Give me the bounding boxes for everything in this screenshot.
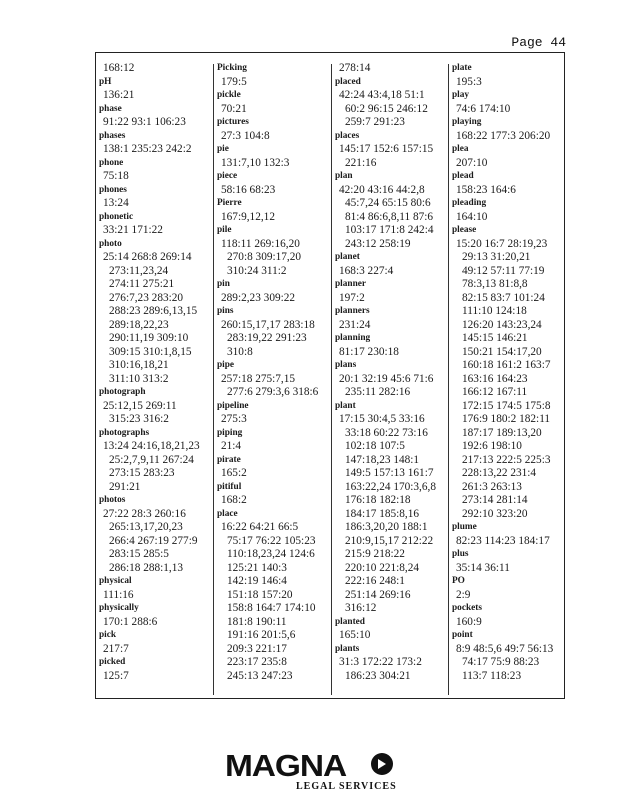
logo-subtitle: LEGAL SERVICES [296, 781, 397, 792]
page-line-reference: 283:15 285:5 [109, 548, 169, 560]
page-line-reference: 42:24 43:4,18 51:1 [339, 89, 425, 101]
page-line-reference: 163:22,24 170:3,6,8 [345, 480, 437, 493]
page-line-reference: 289:2,23 309:22 [221, 291, 296, 304]
index-entry [99, 386, 212, 427]
page-line-reference: 274:11 275:21 [109, 278, 175, 290]
index-term: plans [335, 360, 357, 370]
index-entry [217, 89, 330, 116]
index-entry [99, 656, 212, 683]
page-line-reference: 266:4 267:19 277:9 [109, 534, 198, 547]
page-line-reference: 151:18 157:20 [227, 588, 293, 601]
index-term: pipe [217, 360, 235, 370]
index-entry [335, 278, 448, 305]
index-entry [99, 602, 212, 629]
index-entry [452, 170, 565, 197]
page-line-reference: 278:14 [339, 62, 371, 74]
page-line-reference: 222:16 248:1 [345, 575, 405, 587]
page-line-reference: 187:17 189:13,20 [462, 426, 542, 439]
index-entry [99, 211, 212, 238]
index-term: photographs [99, 427, 150, 438]
page-line-reference: 276:7,23 283:20 [109, 291, 184, 304]
page-line-reference: 45:7,24 65:15 80:6 [345, 197, 431, 209]
page-line-reference: 273:14 281:14 [462, 494, 528, 506]
page-line-reference: 82:23 114:23 184:17 [456, 534, 550, 547]
page-line-reference: 13:24 24:16,18,21,23 [103, 440, 200, 452]
index-term: pile [217, 225, 232, 235]
index-entry [217, 170, 330, 197]
page-line-reference: 158:23 164:6 [456, 183, 516, 196]
index-term: places [335, 130, 360, 141]
index-term: pipeline [217, 400, 249, 411]
index-term: plead [452, 171, 474, 181]
index-term: PO [452, 576, 465, 586]
page-line-reference: 289:18,22,23 [109, 318, 169, 331]
page-line-reference: 176:9 180:2 182:11 [462, 413, 551, 425]
index-entry [452, 521, 565, 548]
column-divider [331, 64, 332, 695]
column-divider [448, 64, 449, 695]
page-line-reference: 277:6 279:3,6 318:6 [227, 386, 319, 398]
index-entry [217, 454, 330, 481]
page-line-reference: 125:21 140:3 [227, 561, 287, 574]
page-line-reference: 186:23 304:21 [345, 669, 411, 682]
index-entry [99, 575, 212, 602]
index-entry [217, 400, 330, 427]
page-line-reference: 60:2 96:15 246:12 [345, 102, 428, 115]
page-line-reference: 149:5 157:13 161:7 [345, 467, 434, 479]
page-line-reference: 82:15 83:7 101:24 [462, 291, 545, 304]
page-line-reference: 176:18 182:18 [345, 494, 411, 506]
page-line-reference: 75:18 [103, 170, 129, 182]
index-term: pie [217, 144, 229, 154]
page-line-reference: 210:9,15,17 212:22 [345, 534, 434, 547]
index-term: pirate [217, 454, 241, 465]
page-line-reference: 251:14 269:16 [345, 588, 411, 601]
page-line-reference: 273:11,23,24 [109, 264, 169, 277]
page-line-reference: 184:17 185:8,16 [345, 507, 420, 520]
page-line-reference: 197:2 [339, 291, 365, 304]
page-line-reference: 195:3 [456, 75, 482, 88]
page-line-reference: 74:17 75:9 88:23 [462, 656, 540, 668]
page-line-reference: 316:12 [345, 602, 377, 614]
index-term: piping [217, 427, 243, 438]
arrow-circle-icon [371, 753, 393, 775]
page-line-reference: 21:4 [221, 440, 242, 452]
page-line-reference: 81:4 86:6,8,11 87:6 [345, 210, 434, 223]
page-line-reference: 228:13,22 231:4 [462, 467, 537, 479]
page-line-reference: 42:20 43:16 44:2,8 [339, 183, 425, 196]
index-entry [335, 616, 448, 643]
index-column-3 [335, 62, 448, 694]
index-entry [99, 130, 212, 157]
page-line-reference: 111:10 124:18 [462, 305, 527, 317]
page-line-reference: 25:14 268:8 269:14 [103, 251, 192, 263]
index-term: photos [99, 495, 126, 505]
index-term: pickle [217, 90, 241, 100]
page-line-reference: 235:11 282:16 [345, 386, 411, 398]
page-line-reference: 209:3 221:17 [227, 642, 287, 655]
page-line-reference: 245:13 247:23 [227, 669, 293, 682]
index-entry [217, 427, 330, 454]
page-line-reference: 191:16 201:5,6 [227, 629, 296, 641]
index-term: phone [99, 157, 124, 168]
index-term: physically [99, 603, 139, 613]
page-line-reference: 25:2,7,9,11 267:24 [109, 453, 194, 466]
index-entry [452, 197, 565, 224]
index-entry [217, 278, 330, 305]
page-line-reference: 270:8 309:17,20 [227, 251, 302, 263]
page-line-reference: 27:3 104:8 [221, 129, 270, 142]
index-term: plus [452, 549, 469, 559]
index-term: planner [335, 279, 366, 289]
index-column-4 [452, 62, 565, 694]
page-line-reference: 164:10 [456, 210, 488, 223]
page-line-reference: 283:19,22 291:23 [227, 332, 307, 344]
page-line-reference: 310:8 [227, 345, 253, 358]
index-entry [335, 332, 448, 359]
page-line-reference: 103:17 171:8 242:4 [345, 224, 434, 236]
index-entry [99, 494, 212, 575]
page-line-reference: 257:18 275:7,15 [221, 372, 296, 385]
page-line-reference: 275:3 [221, 413, 247, 425]
page-line-reference: 259:7 291:23 [345, 116, 405, 128]
page-line-reference: 231:24 [339, 318, 371, 331]
page-line-reference: 260:15,17,17 283:18 [221, 318, 315, 331]
page-line-reference: 172:15 174:5 175:8 [462, 399, 551, 412]
page-line-reference: 160:9 [456, 615, 482, 628]
index-entry [217, 305, 330, 359]
page-line-reference: 150:21 154:17,20 [462, 345, 542, 358]
page-line-reference: 142:19 146:4 [227, 575, 287, 587]
page-line-reference: 33:21 171:22 [103, 224, 163, 236]
page-line-reference: 158:8 164:7 174:10 [227, 602, 316, 614]
index-entry [335, 400, 448, 616]
magna-logo [225, 748, 395, 794]
page-line-reference: 170:1 288:6 [103, 615, 158, 628]
index-term: planning [335, 333, 371, 343]
index-term: piece [217, 171, 238, 181]
page-line-reference: 27:22 28:3 260:16 [103, 507, 186, 520]
index-entry [335, 643, 448, 684]
page-line-reference: 126:20 143:23,24 [462, 318, 542, 331]
page-line-reference: 168:12 [103, 62, 135, 74]
index-entry [99, 184, 212, 211]
index-term: placed [335, 76, 361, 87]
page-line-reference: 273:15 283:23 [109, 467, 175, 479]
page-line-reference: 311:10 313:2 [109, 372, 169, 385]
page-line-reference: 145:15 146:21 [462, 332, 528, 344]
page-line-reference: 217:7 [103, 642, 129, 655]
index-entry [335, 305, 448, 332]
index-column-2 [217, 62, 330, 694]
page-line-reference: 168:3 227:4 [339, 264, 394, 277]
index-table [95, 52, 565, 699]
index-term: phones [99, 184, 127, 195]
index-entry [335, 359, 448, 400]
page-number: Page 44 [511, 35, 566, 50]
index-term: pitiful [217, 481, 242, 492]
page-line-reference: 292:10 323:20 [462, 507, 528, 520]
index-term: phases [99, 130, 126, 141]
index-term: pockets [452, 603, 482, 613]
page-line-reference: 131:7,10 132:3 [221, 156, 290, 169]
index-entry [217, 197, 330, 224]
index-entry [217, 143, 330, 170]
index-entry [99, 427, 212, 495]
page-line-reference: 243:12 258:19 [345, 237, 411, 250]
page-line-reference: 78:3,13 81:8,8 [462, 278, 528, 290]
page-line-reference: 165:2 [221, 467, 247, 479]
page-line-reference: 16:22 64:21 66:5 [221, 521, 299, 533]
page-line-reference: 181:8 190:11 [227, 615, 287, 628]
index-term: Pierre [217, 198, 242, 208]
index-term: pins [217, 306, 234, 316]
page-line-reference: 167:9,12,12 [221, 210, 275, 223]
index-term: pH [99, 76, 112, 87]
page-line-reference: 17:15 30:4,5 33:16 [339, 413, 425, 425]
index-term: plant [335, 400, 356, 411]
page-line-reference: 125:7 [103, 669, 129, 682]
page-line-reference: 310:16,18,21 [109, 359, 169, 371]
index-term: planners [335, 306, 370, 316]
page-line-reference: 110:18,23,24 124:6 [227, 548, 315, 560]
page-line-reference: 70:21 [221, 102, 247, 115]
index-term: please [452, 225, 477, 235]
page-line-reference: 291:21 [109, 480, 141, 493]
page-line-reference: 13:24 [103, 197, 129, 209]
index-column-1 [99, 62, 212, 694]
page-line-reference: 29:13 31:20,21 [462, 251, 531, 263]
index-term: pick [99, 630, 117, 640]
page-line-reference: 261:3 263:13 [462, 480, 522, 493]
page-line-reference: 220:10 221:8,24 [345, 561, 420, 574]
column-divider [213, 64, 214, 695]
page-line-reference: 145:17 152:6 157:15 [339, 143, 434, 155]
page-line-reference: 20:1 32:19 45:6 71:6 [339, 372, 434, 385]
page-line-reference: 315:23 316:2 [109, 413, 169, 425]
page-line-reference: 2:9 [456, 588, 471, 601]
index-term: photo [99, 238, 122, 249]
page-line-reference: 309:15 310:1,8,15 [109, 345, 192, 358]
index-entry [452, 224, 565, 521]
index-entry [99, 103, 212, 130]
index-entry [217, 62, 330, 89]
page-line-reference: 138:1 235:23 242:2 [103, 143, 192, 155]
index-term: plate [452, 63, 472, 73]
index-entry [335, 76, 448, 130]
page-line-reference: 310:24 311:2 [227, 264, 287, 277]
index-term: plea [452, 144, 469, 154]
page-line-reference: 147:18,23 148:1 [345, 453, 420, 466]
page-line-reference: 75:17 76:22 105:23 [227, 534, 316, 547]
index-term: pleading [452, 198, 487, 208]
index-term: phase [99, 103, 122, 114]
index-term: picked [99, 657, 126, 667]
page-line-reference: 49:12 57:11 77:19 [462, 264, 545, 277]
index-term: pin [217, 279, 230, 289]
index-term: planted [335, 616, 365, 627]
index-entry [452, 62, 565, 89]
index-entry [452, 116, 565, 143]
page-line-reference: 288:23 289:6,13,15 [109, 305, 198, 317]
page-line-reference: 186:3,20,20 188:1 [345, 521, 428, 533]
page-line-reference: 91:22 93:1 106:23 [103, 116, 186, 128]
index-term: phonetic [99, 211, 134, 222]
index-entry [99, 238, 212, 387]
index-entry [99, 62, 212, 76]
page-line-reference: 217:13 222:5 225:3 [462, 453, 551, 466]
index-term: plan [335, 171, 353, 181]
page-line-reference: 286:18 288:1,13 [109, 561, 184, 574]
page-line-reference: 160:18 161:2 163:7 [462, 359, 551, 371]
index-term: physical [99, 576, 132, 586]
index-entry [99, 157, 212, 184]
index-term: photograph [99, 387, 146, 397]
page-line-reference: 25:12,15 269:11 [103, 399, 177, 412]
index-entry [452, 143, 565, 170]
index-entry [335, 251, 448, 278]
page-line-reference: 118:11 269:16,20 [221, 237, 300, 250]
index-entry [217, 481, 330, 508]
page-line-reference: 163:16 164:23 [462, 372, 528, 385]
index-term: planet [335, 252, 360, 262]
index-entry [335, 130, 448, 171]
index-entry [452, 629, 565, 683]
page-line-reference: 168:2 [221, 494, 247, 506]
page-line-reference: 165:10 [339, 629, 371, 641]
index-entry [452, 602, 565, 629]
page-line-reference: 102:18 107:5 [345, 440, 405, 452]
page-line-reference: 35:14 36:11 [456, 561, 510, 574]
page-line-reference: 113:7 118:23 [462, 669, 522, 682]
index-entry [335, 62, 448, 76]
page-line-reference: 215:9 218:22 [345, 548, 405, 560]
page-line-reference: 221:16 [345, 156, 377, 169]
index-term: Picking [217, 63, 247, 73]
page-line-reference: 15:20 16:7 28:19,23 [456, 237, 548, 250]
page-line-reference: 58:16 68:23 [221, 183, 276, 196]
index-term: pictures [217, 117, 249, 127]
page-line-reference: 168:22 177:3 206:20 [456, 129, 551, 142]
page-line-reference: 223:17 235:8 [227, 656, 287, 668]
page-line-reference: 192:6 198:10 [462, 440, 522, 452]
index-term: playing [452, 117, 482, 127]
page-line-reference: 290:11,19 309:10 [109, 332, 189, 344]
index-term: plants [335, 643, 360, 654]
page-line-reference: 166:12 167:11 [462, 386, 528, 398]
logo-wordmark: MAGNA [225, 748, 347, 783]
index-entry [99, 76, 212, 103]
page-line-reference: 179:5 [221, 75, 247, 88]
index-term: place [217, 508, 238, 519]
index-entry [217, 116, 330, 143]
index-entry [217, 224, 330, 278]
index-entry [99, 629, 212, 656]
page-line-reference: 111:16 [103, 588, 134, 601]
page-line-reference: 33:18 60:22 73:16 [345, 426, 428, 439]
index-entry [452, 548, 565, 575]
index-entry [335, 170, 448, 251]
page-line-reference: 31:3 172:22 173:2 [339, 656, 422, 668]
index-entry [217, 508, 330, 684]
page-line-reference: 207:10 [456, 156, 488, 169]
index-term: play [452, 90, 470, 100]
index-term: point [452, 630, 473, 640]
page-line-reference: 81:17 230:18 [339, 345, 399, 358]
index-entry [452, 89, 565, 116]
index-term: plume [452, 522, 477, 532]
page-line-reference: 136:21 [103, 89, 135, 101]
index-entry [452, 575, 565, 602]
page-line-reference: 74:6 174:10 [456, 102, 511, 115]
index-entry [217, 359, 330, 400]
page-line-reference: 265:13,17,20,23 [109, 521, 183, 533]
page-line-reference: 8:9 48:5,6 49:7 56:13 [456, 642, 554, 655]
